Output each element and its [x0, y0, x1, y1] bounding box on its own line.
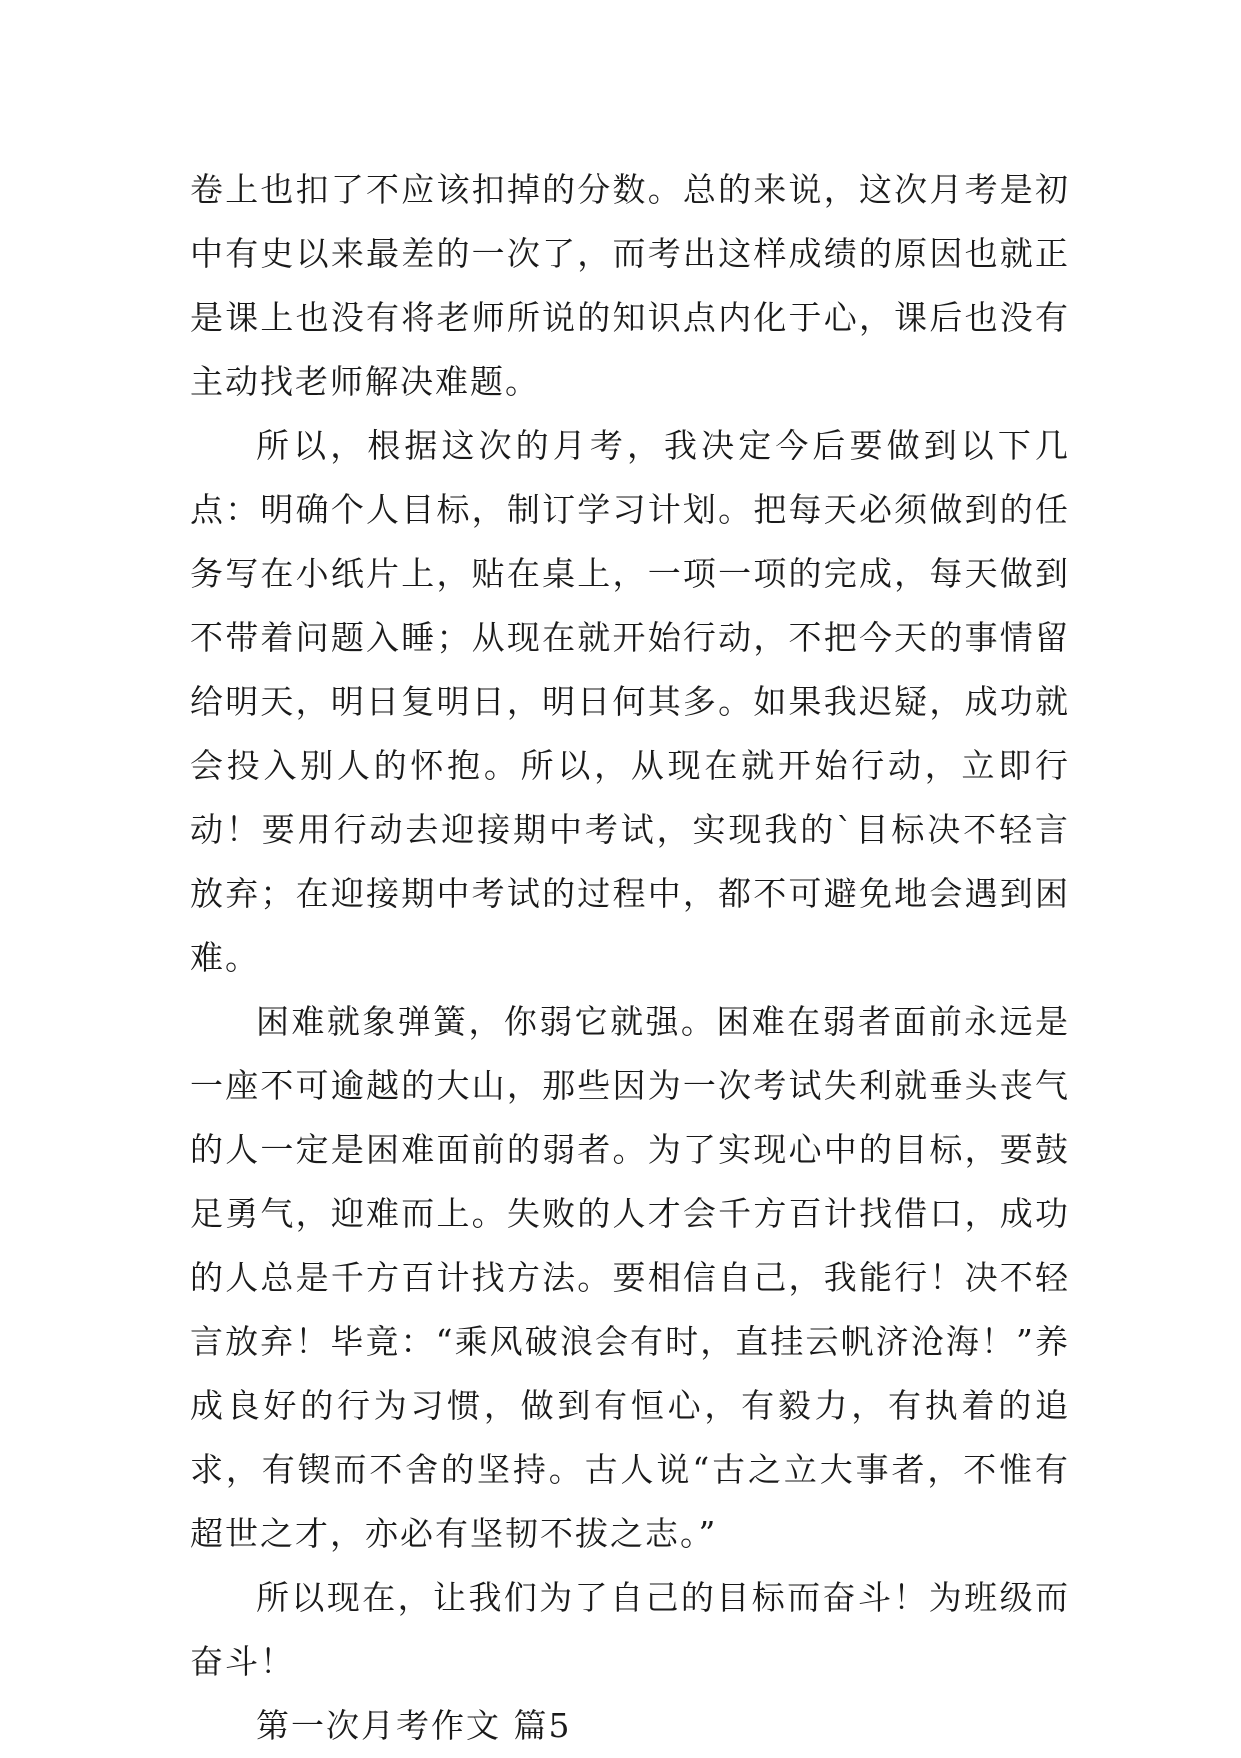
paragraph-plan: 所以，根据这次的月考，我决定今后要做到以下几点：明确个人目标，制订学习计划。把每天必须做到的任务写在小纸片上，贴在桌上，一项一项的完成，每天做到不带着问题入睡；从现在就开始行动，不把今天的事情留给明天，明日复明日，明日何其多。如果我迟疑，成功就会投入别人的怀抱。所以，从现在就开始行动，立即行动！要用行动去迎接期中考试，实现我的`目标决不轻言放弃；在迎接期中考试的过程中，都不可避免地会遇到困难。: [190, 426, 1070, 977]
paragraph-closing: 所以现在，让我们为了自己的目标而奋斗！为班级而奋斗！: [190, 1578, 1070, 1681]
document-body: [190, 158, 1070, 1758]
section-heading: 第一次月考作文 篇5: [256, 1706, 572, 1745]
paragraph-difficulty: 困难就象弹簧，你弱它就强。困难在弱者面前永远是一座不可逾越的大山，那些因为一次考试失利就垂头丧气的人一定是困难面前的弱者。为了实现心中的目标，要鼓足勇气，迎难而上。失败的人才会千方百计找借口，成功的人总是千方百计找方法。要相信自己，我能行！决不轻言放弃！毕竟：“乘风破浪会有时，直挂云帆济沧海！”养成良好的行为习惯，做到有恒心，有毅力，有执着的追求，有锲而不舍的坚持。古人说“古之立大事者，不惟有超世之才，亦必有坚韧不拔之志。”: [190, 1002, 1070, 1553]
paragraph-continuation: 卷上也扣了不应该扣掉的分数。总的来说，这次月考是初中有史以来最差的一次了，而考出这样成绩的原因也就正是课上也没有将老师所说的知识点内化于心，课后也没有主动找老师解决难题。: [190, 170, 1070, 401]
